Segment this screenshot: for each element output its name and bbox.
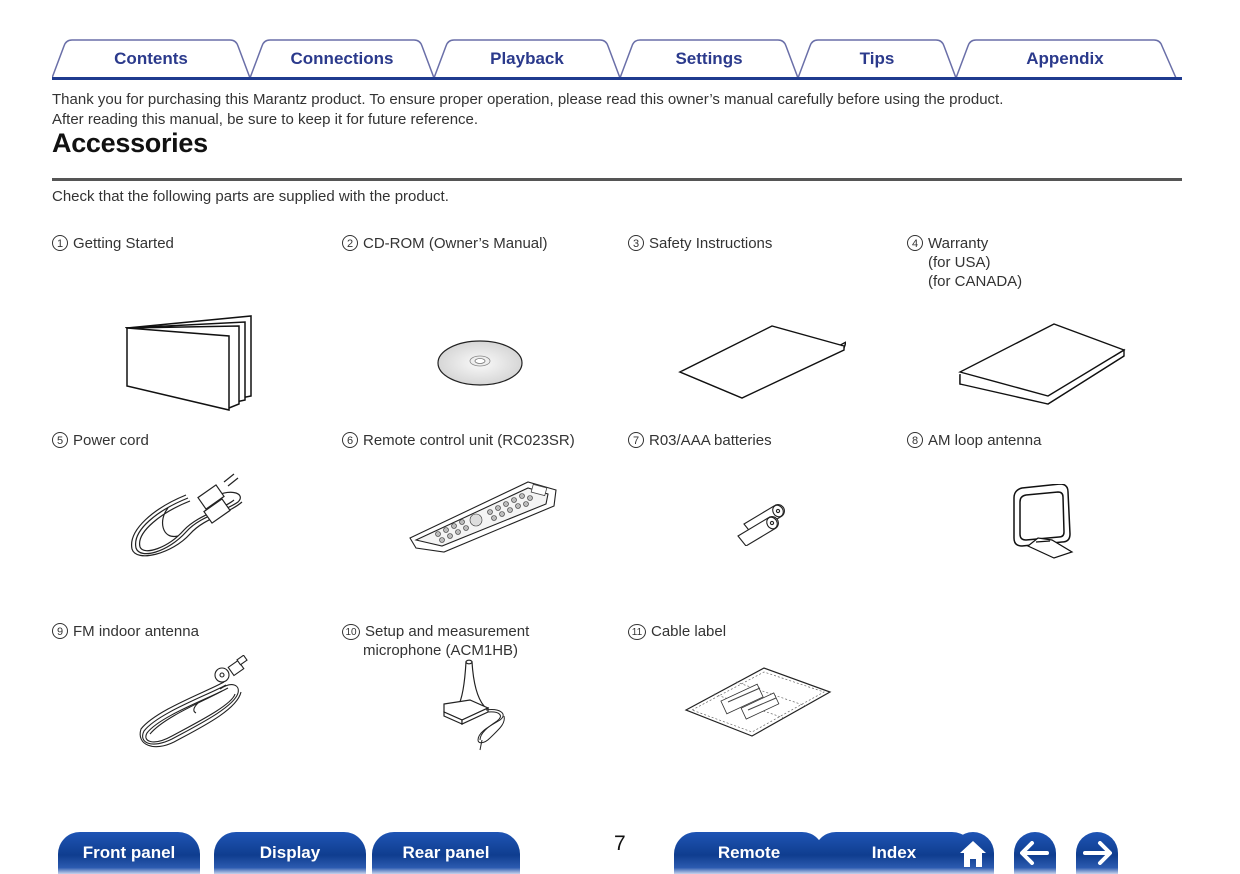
item-am-loop-antenna bbox=[907, 431, 1041, 450]
item-sublabel: (for CANADA) bbox=[928, 273, 1023, 290]
booklet-illustration bbox=[125, 312, 255, 412]
item-label: Power cord bbox=[73, 432, 149, 449]
intro-text bbox=[52, 90, 1003, 130]
power-cord-illustration bbox=[128, 470, 258, 560]
tab-contents[interactable]: Contents bbox=[114, 49, 188, 68]
item-number: 7 bbox=[628, 432, 644, 448]
remote-button[interactable]: Remote bbox=[674, 832, 824, 874]
item-number: 11 bbox=[628, 624, 646, 640]
warranty-illustration bbox=[956, 320, 1126, 408]
item-batteries bbox=[628, 431, 772, 450]
index-button[interactable]: Index bbox=[814, 832, 974, 874]
item-power-cord bbox=[52, 431, 149, 450]
am-loop-antenna-illustration bbox=[1008, 484, 1074, 560]
next-page-button[interactable] bbox=[1076, 832, 1118, 874]
tab-connections[interactable]: Connections bbox=[290, 49, 394, 68]
item-number: 10 bbox=[342, 624, 360, 640]
item-label: Safety Instructions bbox=[649, 235, 773, 252]
item-label: CD-ROM (Owner’s Manual) bbox=[363, 235, 548, 252]
page-title: Accessories bbox=[52, 128, 208, 158]
item-remote-control bbox=[342, 431, 575, 450]
item-label: Getting Started bbox=[73, 235, 174, 252]
arrow-right-icon bbox=[1082, 841, 1112, 865]
item-label: Setup and measurement bbox=[365, 623, 530, 640]
item-sublabel: (for USA) bbox=[928, 254, 991, 271]
top-tab-bar bbox=[52, 36, 1182, 80]
item-cd-rom bbox=[342, 234, 547, 253]
item-getting-started bbox=[52, 234, 174, 253]
front-panel-button[interactable]: Front panel bbox=[58, 832, 200, 874]
item-number: 1 bbox=[52, 235, 68, 251]
item-number: 4 bbox=[907, 235, 923, 251]
item-number: 3 bbox=[628, 235, 644, 251]
item-fm-indoor-antenna bbox=[52, 622, 199, 641]
intro-line-1: Thank you for purchasing this Marantz product. To ensure proper operation, please read this owner’s manual carefully before using the product. bbox=[52, 91, 1004, 108]
title-rule bbox=[52, 178, 1182, 181]
item-label: Warranty bbox=[928, 235, 989, 252]
item-number: 9 bbox=[52, 623, 68, 639]
previous-page-button[interactable] bbox=[1014, 832, 1056, 874]
remote-control-illustration bbox=[408, 478, 558, 558]
tab-settings[interactable]: Settings bbox=[675, 49, 743, 68]
section-subtitle: Check that the following parts are supplied with the product. bbox=[52, 188, 449, 205]
batteries-illustration bbox=[734, 500, 790, 546]
cd-rom-illustration bbox=[435, 338, 525, 388]
page-number: 7 bbox=[614, 832, 626, 855]
item-warranty bbox=[907, 234, 1022, 291]
display-button[interactable]: Display bbox=[214, 832, 366, 874]
item-label: R03/AAA batteries bbox=[649, 432, 772, 449]
home-icon bbox=[958, 839, 988, 867]
item-cable-label bbox=[628, 622, 726, 641]
item-label: AM loop antenna bbox=[928, 432, 1042, 449]
item-number: 8 bbox=[907, 432, 923, 448]
item-sublabel: microphone (ACM1HB) bbox=[363, 642, 519, 659]
cable-label-illustration bbox=[684, 666, 832, 740]
item-label: Cable label bbox=[651, 623, 727, 640]
fm-antenna-illustration bbox=[138, 655, 254, 751]
item-number: 2 bbox=[342, 235, 358, 251]
item-number: 6 bbox=[342, 432, 358, 448]
safety-instructions-illustration bbox=[676, 322, 846, 406]
home-button[interactable] bbox=[952, 832, 994, 874]
tab-tips[interactable]: Tips bbox=[859, 49, 895, 68]
intro-line-2: After reading this manual, be sure to keep it for future reference. bbox=[52, 111, 479, 128]
item-number: 5 bbox=[52, 432, 68, 448]
tab-appendix[interactable]: Appendix bbox=[1026, 49, 1104, 68]
microphone-illustration bbox=[440, 654, 520, 754]
arrow-left-icon bbox=[1020, 841, 1050, 865]
tab-playback[interactable]: Playback bbox=[490, 49, 564, 68]
item-label: FM indoor antenna bbox=[73, 623, 199, 640]
item-safety-instructions bbox=[628, 234, 772, 253]
item-label: Remote control unit (RC023SR) bbox=[363, 432, 575, 449]
rear-panel-button[interactable]: Rear panel bbox=[372, 832, 520, 874]
